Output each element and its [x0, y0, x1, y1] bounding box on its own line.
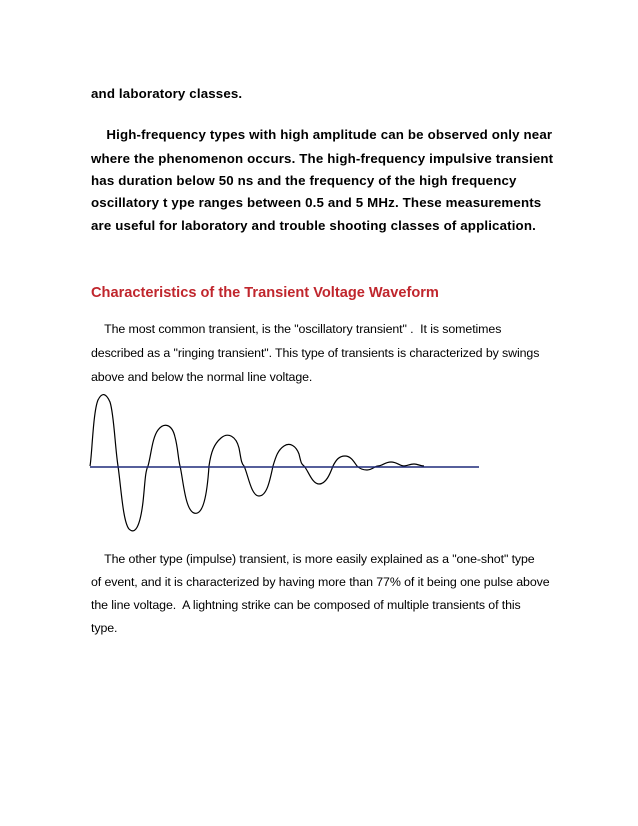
paragraph-3-line-1: The other type (impulse) transient, is more easily explained as a "one-shot" type	[91, 552, 535, 566]
paragraph-1-line-2: where the phenomenon occurs. The high-frequency impulsive transient	[91, 151, 554, 166]
paragraph-2-line-3: above and below the normal line voltage.	[91, 370, 313, 384]
paragraph-1-line-5: are useful for laboratory and trouble shooting classes of application.	[91, 218, 536, 233]
paragraph-2-line-1: The most common transient, is the "oscillatory transient" . It is sometimes	[91, 322, 502, 336]
paragraph-1-line-1: High-frequency types with high amplitude can be observed only near	[91, 127, 553, 142]
paragraph-3-line-3: the line voltage. A lightning strike can be composed of multiple transients of this	[91, 598, 521, 612]
paragraph-2-line-2: described as a "ringing transient". This type of transients is characterized by swings	[91, 346, 540, 360]
paragraph-1-line-4: oscillatory t ype ranges between 0.5 and 5 MHz. These measurements	[91, 195, 542, 210]
paragraph-1-line-3: has duration below 50 ns and the frequency of the high frequency	[91, 173, 517, 188]
oscillatory-transient-waveform-figure	[88, 392, 483, 537]
paragraph-3-line-4: type.	[91, 621, 118, 635]
oscillatory-waveform-curve	[90, 395, 424, 531]
paragraph-3-line-2: of event, and it is characterized by having more than 77% of it being one pulse above	[91, 575, 550, 589]
section-heading: Characteristics of the Transient Voltage Waveform	[91, 285, 439, 301]
intro-line: and laboratory classes.	[91, 86, 243, 101]
